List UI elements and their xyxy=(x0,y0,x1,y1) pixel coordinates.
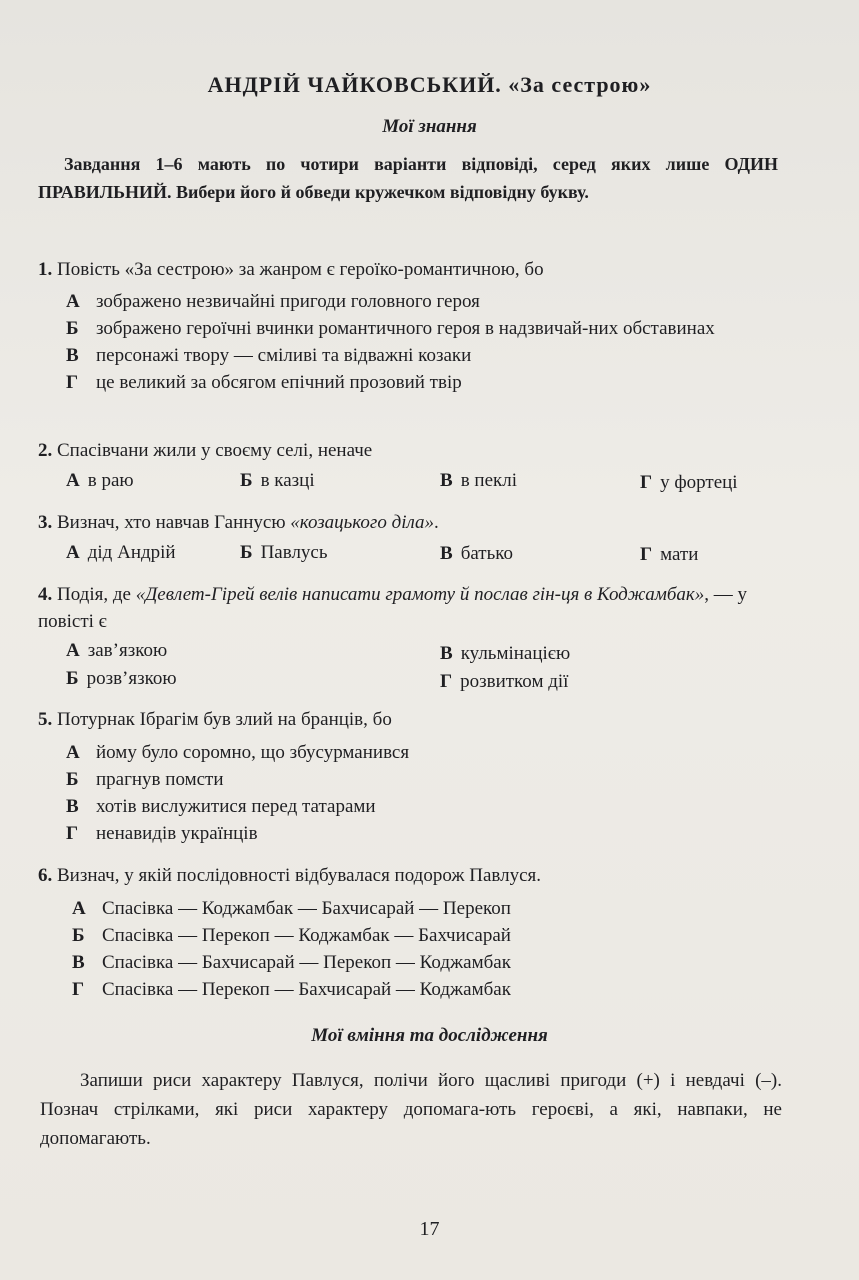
option-c[interactable] xyxy=(440,543,513,565)
option-letter: А xyxy=(66,640,80,661)
option-letter: А xyxy=(66,542,80,563)
option-a[interactable] xyxy=(66,640,167,662)
section-heading-skills: Мої вміння та дослідження xyxy=(311,1025,548,1046)
option-text: зображено незвичайні пригоди головного героя xyxy=(96,291,480,312)
question-number: 4. xyxy=(38,584,53,605)
question-text: Повість «За сестрою» за жанром є героїко-романтичною, бо xyxy=(57,259,544,280)
question-2 xyxy=(38,437,783,464)
question-number: 6. xyxy=(38,865,53,886)
question-text: Спасівчани жили у своєму селі, неначе xyxy=(57,440,373,461)
question-number: 5. xyxy=(38,709,53,730)
option-letter: В xyxy=(440,543,453,564)
question-3 xyxy=(38,509,783,536)
option-c[interactable] xyxy=(66,793,786,820)
option-text: дід Андрій xyxy=(87,542,176,563)
option-text: кульмінацією xyxy=(460,643,571,664)
option-b[interactable] xyxy=(66,315,786,342)
option-text: Спасівка — Бахчисарай — Перекоп — Коджамбак xyxy=(102,952,511,973)
question-text: Потурнак Ібрагім був злий на бранців, бо xyxy=(57,709,392,730)
option-letter: А xyxy=(66,291,80,312)
option-text: йому було соромно, що збусурманився xyxy=(96,742,410,763)
option-b[interactable] xyxy=(66,766,786,793)
question-1-options xyxy=(66,288,786,396)
option-d[interactable] xyxy=(66,820,786,847)
option-c[interactable] xyxy=(66,342,786,369)
option-text: ненавидів українців xyxy=(96,823,258,844)
option-d[interactable] xyxy=(640,544,698,566)
option-b[interactable] xyxy=(66,668,177,690)
option-text: мати xyxy=(660,544,699,565)
option-letter: А xyxy=(66,470,80,491)
option-a[interactable] xyxy=(66,542,176,564)
question-number: 2. xyxy=(38,440,53,461)
page-number: 17 xyxy=(419,1218,440,1240)
option-c[interactable] xyxy=(440,470,517,492)
option-text: розв’язкою xyxy=(86,668,177,689)
question-text-end: , — у повісті є xyxy=(38,584,748,632)
option-letter: В xyxy=(440,470,453,491)
option-b[interactable] xyxy=(72,922,792,949)
option-text: у фортеці xyxy=(660,472,738,493)
option-letter: Б xyxy=(66,318,79,339)
option-letter: Г xyxy=(640,544,653,565)
option-text: персонажі твору — сміливі та відважні козаки xyxy=(96,345,472,366)
option-letter: Б xyxy=(240,470,253,491)
option-letter: Г xyxy=(440,671,453,692)
option-text: батько xyxy=(460,543,514,564)
option-letter: А xyxy=(66,742,80,763)
option-a[interactable] xyxy=(66,470,134,492)
option-d[interactable] xyxy=(72,976,792,1003)
option-letter: Г xyxy=(66,372,79,393)
option-text: зображено героїчні вчинки романтичного героя в надзвичай-них обставинах xyxy=(96,318,715,339)
option-d[interactable] xyxy=(640,472,738,494)
question-text: Визнач, у якій послідовності відбувалася подорож Павлуся. xyxy=(57,865,542,886)
question-quote: «Девлет-Гірей велів написати грамоту й послав гін-ця в Коджамбак» xyxy=(135,584,705,605)
question-text-end: . xyxy=(434,512,439,533)
instructions: Завдання 1–6 мають по чотири варіанти відповіді, серед яких лише ОДИН ПРАВИЛЬНИЙ. Вибери його й обведи кружечком відповідну букву. xyxy=(38,154,778,202)
option-letter: В xyxy=(66,345,79,366)
option-letter: А xyxy=(72,898,86,919)
option-text: Павлусь xyxy=(260,542,328,563)
question-number: 1. xyxy=(38,259,53,280)
question-text: Визнач, хто навчав Ганнусю xyxy=(57,512,291,533)
option-text: Спасівка — Перекоп — Бахчисарай — Коджамбак xyxy=(102,979,511,1000)
task-paragraph: Запиши риси характеру Павлуся, полічи його щасливі пригоди (+) і невдачі (–). Познач стрілками, які риси характеру допомага-ють героєві, а які, навпаки, не допомагають. xyxy=(40,1070,782,1149)
question-1 xyxy=(38,256,783,283)
question-quote: «козацького діла» xyxy=(290,512,435,533)
option-a[interactable] xyxy=(72,895,792,922)
question-4 xyxy=(38,581,783,635)
question-6 xyxy=(38,862,783,889)
option-letter: Г xyxy=(640,472,653,493)
question-5 xyxy=(38,706,783,733)
option-text: зав’язкою xyxy=(87,640,168,661)
option-b[interactable] xyxy=(240,542,328,564)
option-b[interactable] xyxy=(240,470,315,492)
option-text: Спасівка — Перекоп — Коджамбак — Бахчисарай xyxy=(102,925,511,946)
option-letter: Б xyxy=(72,925,85,946)
option-text: в раю xyxy=(87,470,134,491)
option-letter: В xyxy=(440,643,453,664)
option-d[interactable] xyxy=(440,671,568,693)
question-6-options xyxy=(72,895,792,1003)
option-letter: Г xyxy=(66,823,79,844)
option-text: Спасівка — Коджамбак — Бахчисарай — Перекоп xyxy=(102,898,511,919)
option-letter: Б xyxy=(240,542,253,563)
option-text: розвитком дії xyxy=(460,671,569,692)
option-letter: В xyxy=(72,952,85,973)
option-text: це великий за обсягом епічний прозовий твір xyxy=(96,372,462,393)
option-letter: Г xyxy=(72,979,85,1000)
option-letter: Б xyxy=(66,769,79,790)
question-number: 3. xyxy=(38,512,53,533)
option-a[interactable] xyxy=(66,288,786,315)
option-text: хотів вислужитися перед татарами xyxy=(96,796,376,817)
option-d[interactable] xyxy=(66,369,786,396)
option-text: в казці xyxy=(260,470,315,491)
question-text: Подія, де xyxy=(57,584,136,605)
question-5-options xyxy=(66,739,786,847)
option-text: прагнув помсти xyxy=(96,769,224,790)
option-a[interactable] xyxy=(66,739,786,766)
option-c[interactable] xyxy=(72,949,792,976)
option-text: в пеклі xyxy=(460,470,518,491)
page-title: АНДРІЙ ЧАЙКОВСЬКИЙ. «За сестрою» xyxy=(207,72,652,97)
option-letter: В xyxy=(66,796,79,817)
option-letter: Б xyxy=(66,668,79,689)
option-c[interactable] xyxy=(440,643,570,665)
section-heading-knowledge: Мої знання xyxy=(382,116,477,137)
